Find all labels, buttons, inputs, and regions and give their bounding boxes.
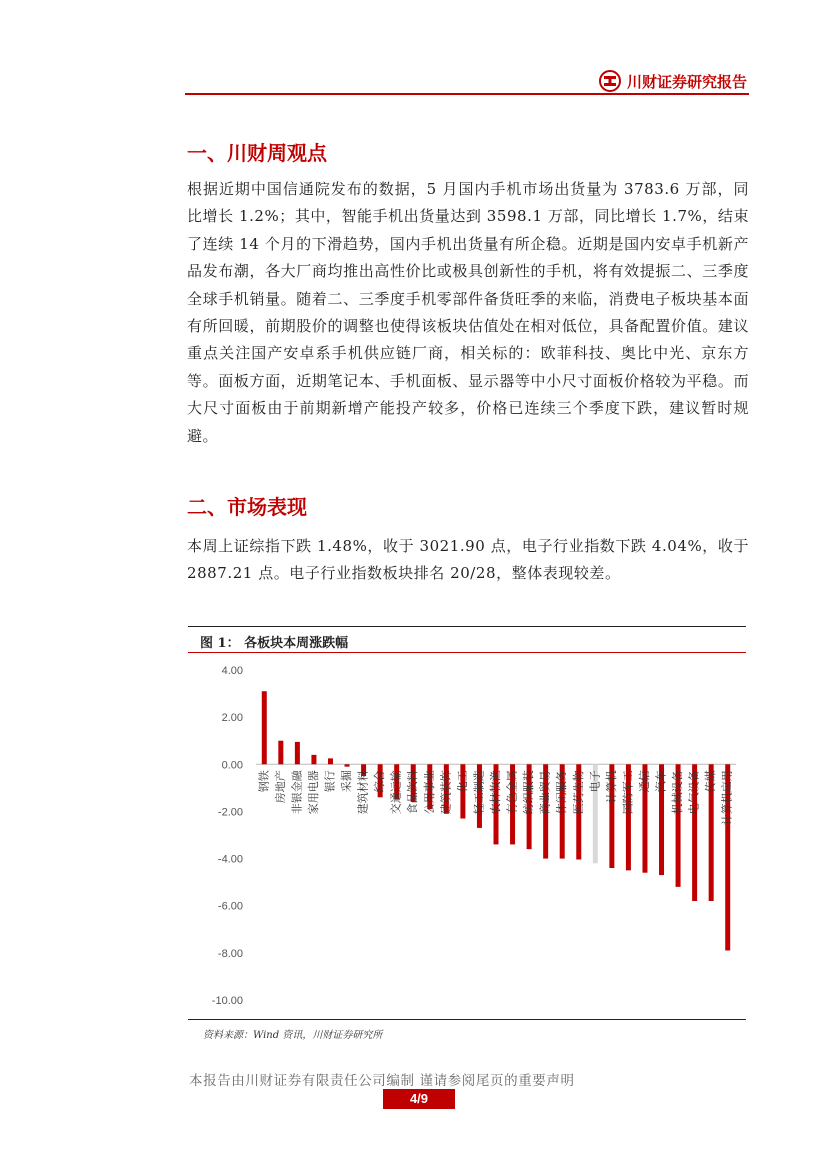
category-label: 交通运输 [389, 770, 403, 815]
footer-disclaimer: 本报告由川财证券有限责任公司编制 谨请参阅尾页的重要声明 [189, 1073, 575, 1089]
section-title-market: 二、市场表现 [187, 495, 307, 519]
bar-0 [262, 691, 267, 764]
y-tick-label: -6.00 [217, 900, 243, 913]
header-brand [599, 70, 747, 92]
bar-3 [311, 755, 316, 764]
category-label: 家用电器 [306, 770, 320, 815]
category-label: 机械设备 [671, 770, 685, 815]
bar-1 [278, 741, 283, 765]
category-label: 汽车 [654, 770, 668, 793]
section-title-viewpoint: 一、川财周观点 [187, 141, 327, 165]
y-tick-label: -4.00 [217, 853, 243, 866]
category-label: 综合 [373, 770, 387, 793]
figure-bottom-rule [188, 1019, 746, 1020]
y-tick-label: 2.00 [221, 712, 243, 725]
figure-source: 资料来源：Wind 资讯，川财证券研究所 [203, 1030, 383, 1041]
y-tick-label: -2.00 [217, 806, 243, 819]
category-label: 轻工制造 [472, 770, 486, 815]
sector-performance-chart [188, 655, 746, 1017]
category-label: 化工 [455, 770, 469, 793]
figure-title: 图 1： 各板块本周涨跌幅 [200, 636, 349, 651]
category-label: 医药生物 [571, 770, 585, 815]
bar-5 [345, 764, 350, 766]
category-label: 计算机 [604, 770, 618, 804]
category-label: 国防军工 [621, 770, 635, 815]
category-label: 休闲服务 [555, 770, 569, 815]
category-label: 建筑材料 [356, 770, 370, 815]
page-number: 4/9 [383, 1089, 455, 1109]
category-label: 有色金属 [505, 770, 519, 815]
category-label: 通信 [637, 770, 651, 793]
market-paragraph: 本周上证综指下跌 1.48%，收于 3021.90 点，电子行业指数下跌 4.04%，收于 2887.21 点。电子行业指数板块排名 20/28，整体表现较差。 [187, 537, 749, 583]
viewpoint-paragraph: 根据近期中国信通院发布的数据，5 月国内手机市场出货量为 3783.6 万部，同比增长 1.2%；其中，智能手机出货量达到 3598.1 万部，同比增长 1.7%，结束了连续 14 个月的下滑趋势，国内手机出货量有所企稳。近期是国内安卓手机新产品发布潮，各大厂商均推出高性价比或极具创新性的手机，将有效提振二、三季度全球手机销量。随着二、三季度手机零部件备货旺季的来临，消费电子板块基本面有所回暖，前期股价的调整也使得该板块估值处在相对低位，具备配置价值。建议重点关注国产安卓系手机供应链厂商，相关标的：欧菲科技、奥比中光、京东方等。面板方面，近期笔记本、手机面板、显示器等中小尺寸面板价格较为平稳。而大尺寸面板由于前期新增产能投产较多，价格已连续三个季度下跌，建议暂时规避。 [187, 180, 749, 445]
y-tick-label: 4.00 [221, 665, 243, 677]
y-tick-label: -10.00 [211, 995, 243, 1007]
category-label: 钢铁 [257, 770, 271, 793]
category-label: 农林牧渔 [489, 770, 502, 815]
figure-title-rule [188, 652, 746, 653]
category-label: 房地产 [273, 770, 287, 804]
category-label: 采掘 [340, 770, 354, 793]
category-label: 纺织服装 [522, 770, 536, 815]
bar-4 [328, 758, 333, 764]
category-label: 建筑装饰 [439, 770, 453, 815]
bar-2 [295, 742, 300, 764]
category-label: 银行 [323, 770, 337, 793]
category-label: 商业贸易 [538, 770, 552, 815]
y-tick-label: -8.00 [217, 947, 243, 960]
y-tick-label: 0.00 [221, 759, 243, 772]
header-rule [185, 93, 749, 95]
brand-name: 川财证券研究报告 [626, 72, 747, 91]
figure-top-rule [188, 626, 746, 627]
category-label: 食品饮料 [406, 770, 420, 815]
category-label: 电子 [588, 770, 602, 793]
category-label: 电气设备 [687, 770, 701, 815]
cc-logo-icon [599, 70, 621, 92]
category-label: 非银金融 [290, 770, 304, 815]
category-label: 传媒 [704, 770, 718, 793]
category-label: 计算机应用 [720, 770, 734, 826]
category-label: 公用事业 [422, 770, 436, 815]
